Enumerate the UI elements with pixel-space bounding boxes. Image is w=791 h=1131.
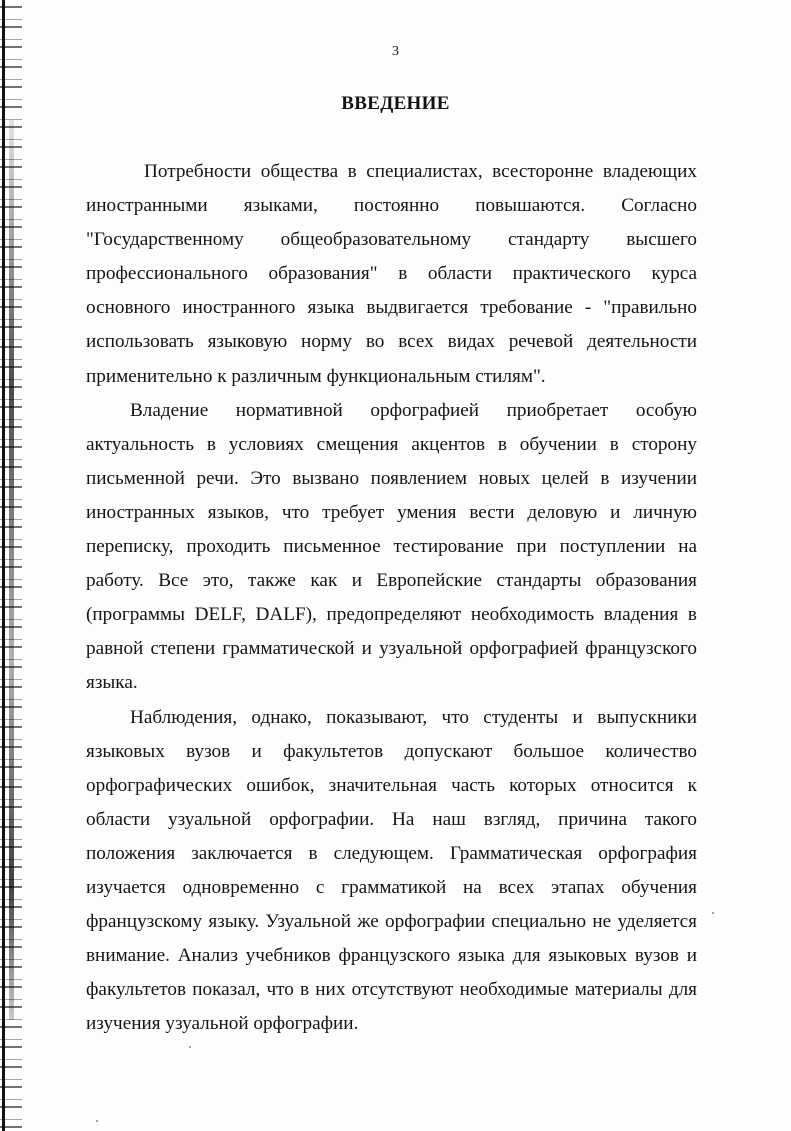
- paragraph-1: Потребности общества в специалистах, всесторонне владеющих иностранными языками, постоянно повышаются. Согласно "Государственному общеобразовательному стандарту высшего профессионального образования" в области практического курса основного иностранного языка выдвигается требование - "правильно использовать языковую норму во всех видах речевой деятельности применительно к различным функциональным стилям".: [86, 161, 697, 387]
- body-text: [86, 155, 697, 1041]
- scan-speck: [96, 1120, 98, 1122]
- scan-speck: [712, 912, 714, 914]
- paragraph-3: Наблюдения, однако, показывают, что студенты и выпускники языковых вузов и факультетов допускают большое количество орфографических ошибок, значительная часть которых относится к области узуальной орфографии. На наш взгляд, причина такого положения заключается в следующем. Грамматическая орфография изучается одновременно с грамматикой на всех этапах обучения французскому языку. Узуальной же орфографии специально не уделяется внимание. Анализ учебников французского языка для языковых вузов и факультетов показал, что в них отсутствуют необходимые материалы для изучения узуальной орфографии.: [86, 706, 697, 1035]
- section-title: ВВЕДЕНИЕ: [341, 93, 450, 114]
- page-number: 3: [392, 44, 399, 59]
- scan-speck: [189, 1046, 191, 1048]
- scan-binding-edge: [0, 0, 22, 1131]
- paragraph-2: Владение нормативной орфографией приобретает особую актуальность в условиях смещения акцентов в обучении в сторону письменной речи. Это вызвано появлением новых целей в изучении иностранных языков, что требует умения вести деловую и личную переписку, проходить письменное тестирование при поступлении на работу. Все это, также как и Европейские стандарты образования (программы DELF, DALF), предопределяют необходимость владения в равной степени грамматической и узуальной орфографией французского языка.: [86, 399, 697, 694]
